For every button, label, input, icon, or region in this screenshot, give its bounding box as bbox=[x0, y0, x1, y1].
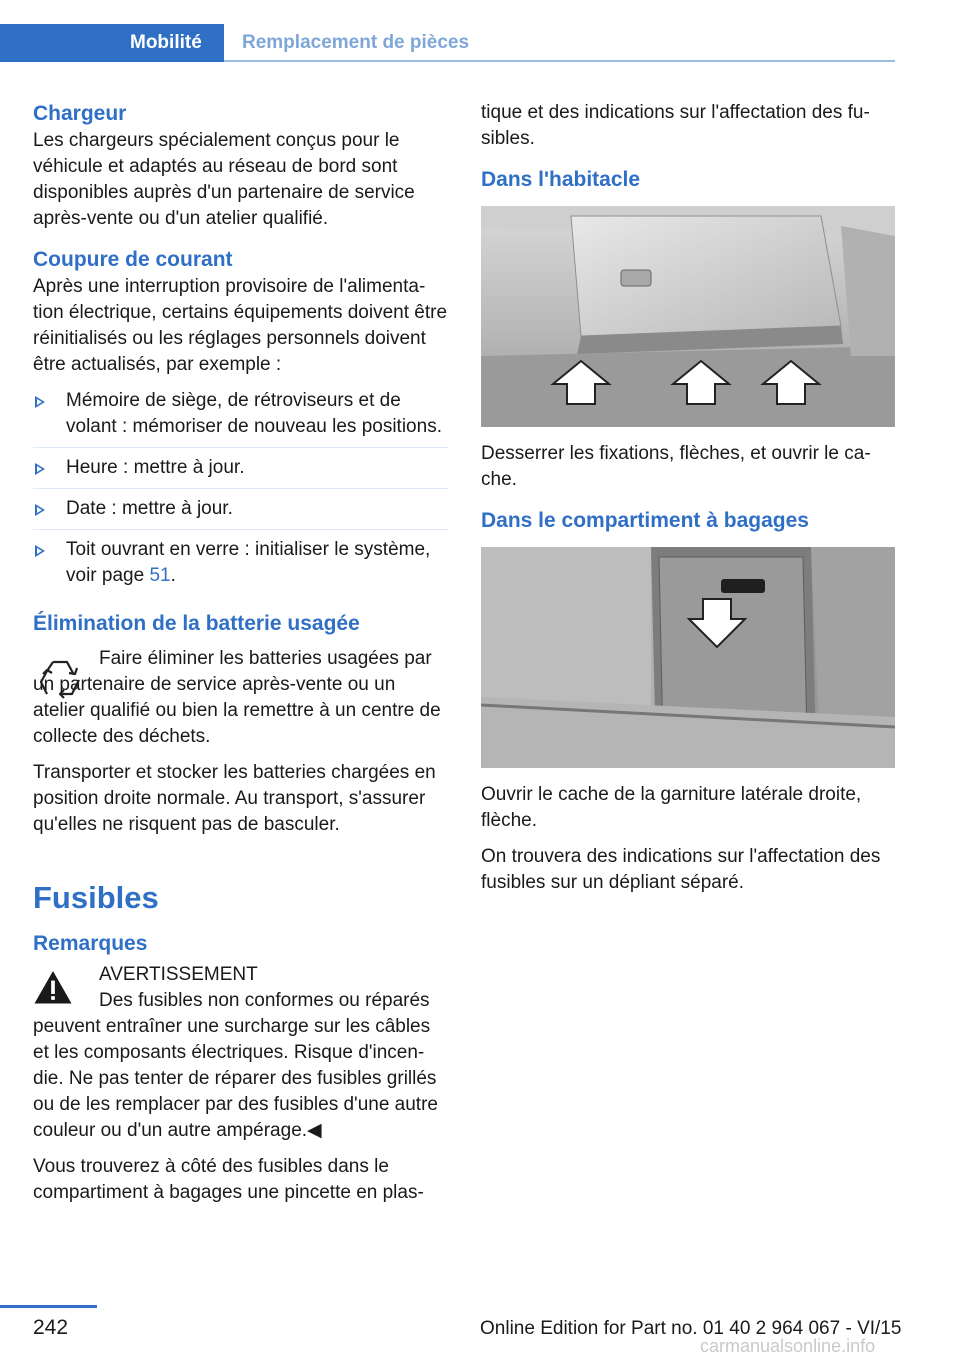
recycle-icon bbox=[33, 652, 87, 706]
heading-fusibles: Fusibles bbox=[33, 880, 159, 915]
reset-list bbox=[33, 388, 448, 596]
text-depliant: On trouvera des indications sur l'affectation des fusibles sur un dépliant séparé. bbox=[481, 846, 881, 893]
photo-trunk-fuses bbox=[481, 547, 895, 768]
triangle-bullet-icon bbox=[35, 463, 45, 475]
page-header bbox=[0, 24, 895, 62]
glovebox-illustration bbox=[481, 206, 895, 427]
right-column bbox=[481, 100, 895, 906]
tab-remplacement-de-pieces[interactable]: Remplacement de pièces bbox=[242, 32, 470, 53]
text-coupure: Après une interruption provisoire de l'alimentation électrique, certains équipements doivent être réinitialisés ou les réglages personnels doivent être actualisés, par exemple : bbox=[33, 276, 448, 375]
trunk-illustration bbox=[481, 547, 895, 768]
list-item: Mémoire de siège, de rétroviseurs et de volant : mémoriser de nouveau les positions. bbox=[33, 388, 448, 448]
footer-rule bbox=[0, 1305, 97, 1308]
text-transport: Transporter et stocker les batteries chargées en position droite normale. Au transport, s'assurer qu'elles ne risquent pas de basculer. bbox=[33, 762, 436, 835]
heading-elimination: Élimination de la batterie usagée bbox=[33, 612, 360, 635]
page-number: 242 bbox=[33, 1316, 69, 1339]
text-chargeur: Les chargeurs spécialement conçus pour le véhicule et adaptés au réseau de bord sont disponibles auprès d'un partenaire de service après-vente ou d'un atelier qualifié. bbox=[33, 130, 415, 229]
text-elimination: Faire éliminer les batteries usagées par un partenaire de service après-vente ou un atelier qualifié ou bien la remettre à un centre de collecte des déchets. bbox=[33, 648, 441, 747]
warning-note bbox=[33, 962, 448, 1144]
text-pincette: Vous trouverez à côté des fusibles dans le compartiment à bagages une pincette en plas- bbox=[33, 1156, 424, 1203]
list-item: Toit ouvrant en verre : initialiser le système, voir page 51. bbox=[33, 537, 448, 596]
heading-remarques: Remarques bbox=[33, 932, 148, 955]
tab-mobilite[interactable]: Mobilité bbox=[0, 24, 224, 62]
warning-triangle-icon bbox=[33, 968, 73, 1008]
heading-coupure-de-courant: Coupure de courant bbox=[33, 248, 233, 271]
edition-note: Online Edition for Part no. 01 40 2 964 067 - VI/15 bbox=[480, 1318, 902, 1339]
left-column bbox=[33, 100, 448, 1216]
triangle-bullet-icon bbox=[35, 545, 45, 557]
list-item: Heure : mettre à jour. bbox=[33, 455, 448, 489]
triangle-bullet-icon bbox=[35, 396, 45, 408]
recycle-note bbox=[33, 646, 448, 750]
heading-compartiment-bagages: Dans le compartiment à bagages bbox=[481, 509, 809, 532]
caption-bagages: Ouvrir le cache de la garniture latérale droite, flèche. bbox=[481, 784, 862, 831]
page-link-51[interactable]: 51 bbox=[149, 565, 171, 586]
triangle-bullet-icon bbox=[35, 504, 45, 516]
heading-chargeur: Chargeur bbox=[33, 102, 127, 125]
heading-habitacle: Dans l'habitacle bbox=[481, 168, 641, 191]
caption-habitacle: Desserrer les fixations, flèches, et ouvrir le cache. bbox=[481, 443, 871, 490]
watermark: carmanualsonline.info bbox=[700, 1336, 876, 1356]
list-item: Date : mettre à jour. bbox=[33, 496, 448, 530]
text-warning: Des fusibles non conformes ou réparés peuvent entraîner une surcharge sur les câbles et les composants électriques. Risque d'incendie. Ne pas tenter de réparer des fusibles grillés ou de les remplacer par des fusibles d'une autre couleur ou d'un autre ampérage.◀ bbox=[33, 990, 438, 1141]
photo-glovebox-fuses bbox=[481, 206, 895, 427]
warning-label: AVERTISSEMENT bbox=[99, 964, 258, 985]
text-continuation: tique et des indications sur l'affectation des fusibles. bbox=[481, 102, 870, 149]
